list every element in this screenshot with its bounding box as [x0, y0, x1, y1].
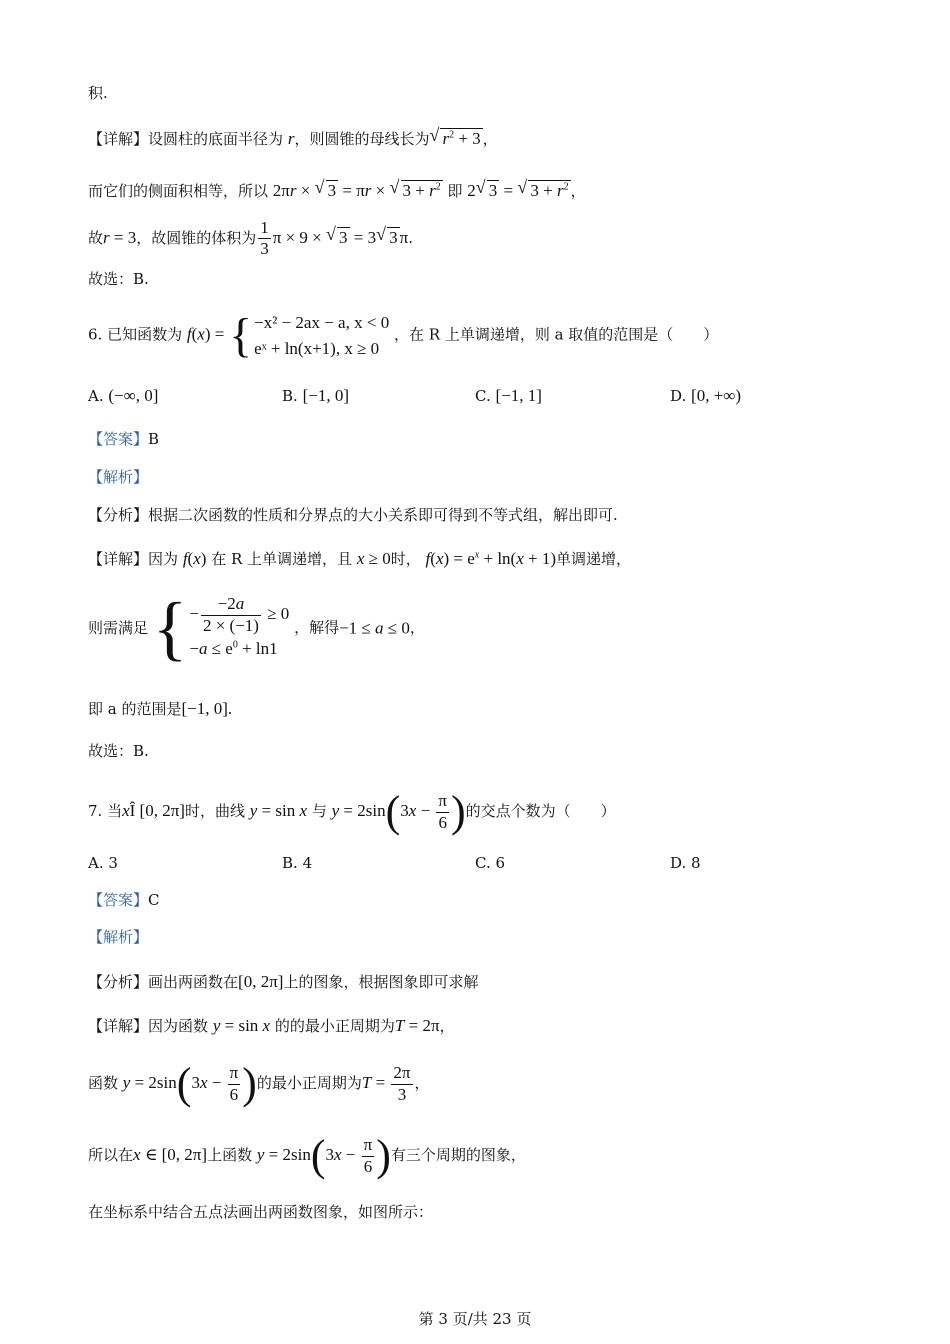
- formula-sinx: y = sin x: [212, 1016, 271, 1035]
- q5-detail-line-1: 【详解】设圆柱的底面半径为 r，则圆锥的母线长为√ $r^2 + 3$ ，: [88, 128, 498, 147]
- q7-option-c[interactable]: C. 6: [475, 854, 506, 872]
- formula-x-in: xÎ [0, 2π]: [122, 800, 185, 820]
- formula-volume: $\frac{1}{3}$ π × 9 × √ 3 = 3√ 3 π: [256, 228, 408, 247]
- q6-answer: [88, 432, 159, 447]
- formula-x-in-interval: x ∈ [0, 2π]: [133, 1144, 208, 1164]
- formula-fx: f(x) =: [186, 324, 225, 344]
- detail-tag: 【详解】: [88, 130, 149, 148]
- formula-T-2pi: T = 2π: [394, 1016, 440, 1035]
- q6-detail-line-2: 则需满足 { − $\frac{-2a}{2 \times (-1)}$ ≥ 0 $-a \le e^0 + \ln 1$ ，解得−1 ≤ a ≤ 0，: [88, 588, 425, 668]
- formula-2sin: y = 2sin(3x − $\frac{\pi}{6}$ ): [256, 1131, 391, 1180]
- q6-option-d[interactable]: D. [0, +∞): [670, 386, 742, 405]
- formula-sinx: y = sin x: [249, 800, 308, 820]
- q6-option-a[interactable]: A. (−∞, 0]: [88, 386, 159, 405]
- formula-r: r: [287, 129, 295, 148]
- piece-2: eˣ + ln(x+1), x ≥ 0: [254, 338, 380, 358]
- page-footer: 第 3 页/共 23 页: [418, 1310, 532, 1328]
- formula-fx: f(x): [182, 549, 207, 568]
- continuation-text: 积.: [88, 84, 108, 102]
- q6-number: 6. 已知函数为: [88, 325, 183, 344]
- q7-stem: 7. 当xÎ [0, 2π]时，曲线 y = sin x 与 y = 2sin(3x − $\frac{\pi}{6}$ )的交点个数为（ ）: [88, 787, 616, 836]
- q7-option-d[interactable]: D. 8: [670, 854, 701, 872]
- detail-text: 设圆柱的底面半径为: [148, 130, 284, 148]
- q7-answer: 【答案】C: [88, 891, 160, 909]
- detail-mid: ，则圆锥的母线长为: [294, 130, 430, 148]
- q6-range: 即 a 的范围是[−1, 0].: [88, 699, 233, 718]
- detail-mid: ，故圆锥的体积为: [136, 228, 257, 247]
- formula-sqrt-r2-3: √ $r^2 + 3$: [429, 128, 482, 147]
- piece-1: −x² − 2ax − a, x < 0: [254, 313, 390, 332]
- q6-option-c[interactable]: C. [−1, 1]: [475, 386, 542, 405]
- formula-2sqrt3: 2√ 3 = √ $3 + r^2$: [467, 181, 570, 200]
- formula-fx-exp: $f(x) = e^x + \ln(x + 1)$: [425, 549, 557, 568]
- q7-options: [88, 856, 868, 876]
- inequality-system: { − $\frac{-2a}{2 \times (-1)}$ ≥ 0 $-a \le e^0 + \ln 1$: [152, 588, 290, 668]
- detail-text: 而它们的侧面积相等，所以: [88, 182, 269, 200]
- q7-detail-line-4: 在坐标系中结合五点法画出两函数图象，如图所示：: [88, 1203, 434, 1221]
- q7-option-b[interactable]: B. 4: [282, 854, 313, 872]
- q6-stem: [88, 310, 718, 361]
- formula-a-range: −1 ≤ a ≤ 0: [339, 618, 410, 638]
- q5-detail-line-2: 而它们的侧面积相等，所以 2πr × √ 3 = πr × √ $3 + r^2$ 即 2√ 3 = √ $3 + r^2$ ，: [88, 180, 586, 199]
- q5-conclusion: 故选：B.: [88, 270, 149, 288]
- formula-x-ge-0: x ≥ 0: [356, 549, 391, 568]
- formula-2sin: y = 2sin(3x − $\frac{\pi}{6}$ ): [122, 1059, 257, 1108]
- detail-mid: 即: [447, 182, 463, 200]
- formula-r-eq-3: r = 3: [103, 227, 137, 247]
- q7-fenxi: 【分析】画出两函数在[0, 2π]上的图象，根据图象即可求解: [88, 972, 479, 991]
- formula-interval: [0, 2π]: [238, 972, 284, 991]
- q7-detail-line-2: 函数 y = 2sin(3x − $\frac{\pi}{6}$ )的最小正周期为T = $\frac{2\pi}{3}$ ，: [88, 1059, 430, 1108]
- q6-detail-line-1: 【详解】因为 f(x) 在 R 上单调递增，且 x ≥ 0时， $f(x) = e^x + \ln(x + 1)$单调递增，: [88, 549, 632, 568]
- answer-tag: 【答案】: [88, 430, 149, 448]
- detail-text: 故: [88, 228, 104, 247]
- piecewise-function: { −x² − 2ax − a, x < 0 eˣ + ln(x+1), x ≥ 0: [229, 308, 390, 362]
- formula-T-2pi-3: T = $\frac{2\pi}{3}$: [361, 1063, 411, 1104]
- formula-2sin: y = 2sin(3x − $\frac{\pi}{6}$ ): [331, 787, 466, 836]
- q7-detail-line-1: 【详解】因为函数 y = sin x 的的最小正周期为T = 2π，: [88, 1016, 455, 1035]
- q6-tail: ，在 R 上单调递增，则 a 取值的范围是（ ）: [393, 325, 719, 344]
- q6-options: [88, 387, 868, 407]
- q7-option-a[interactable]: A. 3: [88, 854, 118, 872]
- q5-detail-line-3: 故r = 3，故圆锥的体积为 $\frac{1}{3}$ π × 9 × √ 3 = 3√ 3 π.: [88, 218, 413, 260]
- answer-value: B: [148, 430, 160, 448]
- q7-detail-line-3: 所以在x ∈ [0, 2π]上函数 y = 2sin(3x − $\frac{\pi}{6}$ )有三个周期的图象，: [88, 1131, 526, 1180]
- q6-conclusion: 故选：B.: [88, 742, 149, 760]
- q6-option-b[interactable]: B. [−1, 0]: [282, 386, 349, 405]
- q6-analysis-tag: 【解析】: [88, 468, 149, 486]
- formula-equal-area: 2πr × √ 3 = πr × √ $3 + r^2$: [273, 181, 443, 200]
- q6-fenxi: 【分析】根据二次函数的性质和分界点的大小关系即可得到不等式组，解出即可.: [88, 506, 618, 524]
- q7-analysis-tag: 【解析】: [88, 928, 149, 946]
